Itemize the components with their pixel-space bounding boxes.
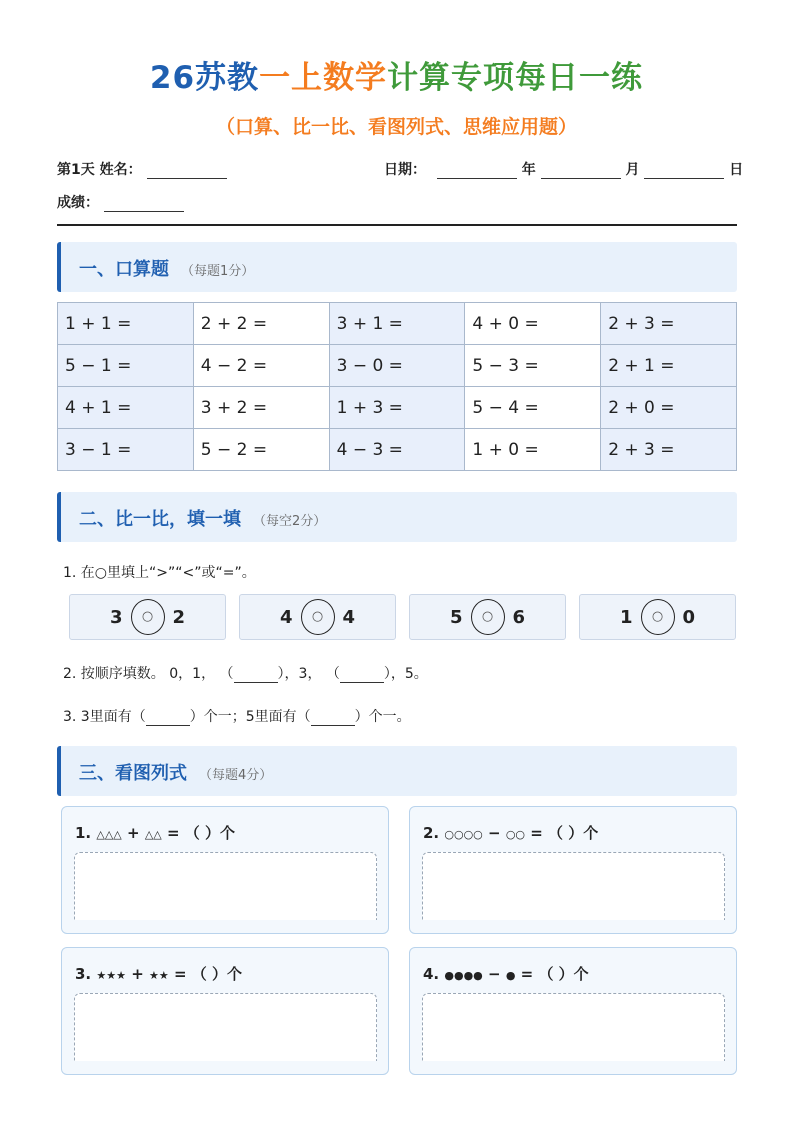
calc-cell[interactable]: 1 + 3 = <box>329 387 465 429</box>
q2-blank-2[interactable] <box>340 668 384 683</box>
picture-equation <box>423 822 598 843</box>
section-1-header <box>57 242 737 292</box>
q3-blank-2[interactable] <box>311 711 355 726</box>
equation-tail: = （ ）个 <box>530 824 599 842</box>
title-part-1: 26苏教 <box>149 60 260 96</box>
equation-tail: = （ ）个 <box>173 965 242 983</box>
score-blank[interactable] <box>104 197 184 212</box>
picture-equation-card <box>409 947 737 1075</box>
answer-box[interactable] <box>74 993 377 1061</box>
q2-suffix: ），5。 <box>383 666 428 682</box>
day-label: 日 <box>729 162 744 178</box>
month-blank[interactable] <box>541 164 621 179</box>
calc-cell[interactable]: 5 − 1 = <box>58 345 194 387</box>
day-blank[interactable] <box>644 164 724 179</box>
q3-blank-1[interactable] <box>146 711 190 726</box>
calc-cell[interactable]: 2 + 3 = <box>601 303 737 345</box>
calc-cell[interactable]: 5 − 3 = <box>465 345 601 387</box>
compare-box <box>239 594 396 640</box>
question-number: 1. <box>75 824 92 842</box>
table-row <box>58 387 737 429</box>
table-row <box>58 429 737 471</box>
question-number: 3. <box>75 965 92 983</box>
q3-suffix: ）个一。 <box>354 709 411 725</box>
symbol-group-1: ●●●● <box>444 969 483 982</box>
calc-cell[interactable]: 2 + 1 = <box>601 345 737 387</box>
question-number: 4. <box>423 965 440 983</box>
operator: + <box>131 965 144 983</box>
score-label: 成绩： <box>57 195 99 211</box>
compare-left-number: 4 <box>279 606 293 628</box>
symbol-group-2: ● <box>505 969 516 982</box>
compare-right-number: 6 <box>512 606 526 628</box>
compare-box <box>579 594 736 640</box>
operator: + <box>127 824 140 842</box>
compare-circle-blank[interactable]: ○ <box>131 599 165 635</box>
section-1-note: （每题1分） <box>181 264 255 279</box>
compare-circle-blank[interactable]: ○ <box>471 599 505 635</box>
compare-left-number: 3 <box>109 606 123 628</box>
picture-equation-card <box>61 806 389 934</box>
calc-cell[interactable]: 5 − 2 = <box>193 429 329 471</box>
worksheet-subtitle: （口算、比一比、看图列式、思维应用题） <box>215 116 577 138</box>
picture-equation <box>75 822 235 843</box>
section-3-note: （每题4分） <box>199 768 273 783</box>
compare-box <box>69 594 226 640</box>
symbol-group-2: ○○ <box>505 828 526 841</box>
table-row <box>58 303 737 345</box>
title-part-4: 计算专项每日一练 <box>387 60 644 96</box>
equation-tail: = （ ）个 <box>166 824 235 842</box>
compare-circle-blank[interactable]: ○ <box>641 599 675 635</box>
operator: − <box>488 965 501 983</box>
header-divider <box>57 224 737 226</box>
compare-box <box>409 594 566 640</box>
score-row <box>57 192 184 212</box>
q3-mid: ）个一；5里面有（ <box>189 709 311 725</box>
section-3-header <box>57 746 737 796</box>
question-2 <box>63 663 428 683</box>
compare-left-number: 1 <box>619 606 633 628</box>
compare-circle-blank[interactable]: ○ <box>301 599 335 635</box>
year-label: 年 <box>521 162 536 178</box>
calc-cell[interactable]: 3 + 1 = <box>329 303 465 345</box>
picture-equation-card <box>61 947 389 1075</box>
compare-right-number: 0 <box>682 606 696 628</box>
calc-cell[interactable]: 2 + 0 = <box>601 387 737 429</box>
picture-equation <box>423 963 589 984</box>
compare-right-number: 2 <box>172 606 186 628</box>
worksheet-title <box>0 52 793 97</box>
title-part-2: 一上 <box>259 60 324 96</box>
compare-left-number: 5 <box>449 606 463 628</box>
answer-box[interactable] <box>74 852 377 920</box>
picture-equation <box>75 963 242 984</box>
compare-right-number: 4 <box>342 606 356 628</box>
symbol-group-2: △△ <box>144 828 162 841</box>
date-row <box>384 159 743 179</box>
calc-cell[interactable]: 4 + 1 = <box>58 387 194 429</box>
calc-cell[interactable]: 3 + 2 = <box>193 387 329 429</box>
calc-cell[interactable]: 4 − 2 = <box>193 345 329 387</box>
calc-cell[interactable]: 3 − 1 = <box>58 429 194 471</box>
year-blank[interactable] <box>437 164 517 179</box>
name-blank[interactable] <box>147 164 227 179</box>
answer-box[interactable] <box>422 993 725 1061</box>
calc-cell[interactable]: 1 + 1 = <box>58 303 194 345</box>
day-name-label: 第1天 姓名： <box>57 162 142 178</box>
symbol-group-1: ★★★ <box>96 969 126 982</box>
title-part-3: 数学 <box>323 60 388 96</box>
question-1-prompt: 1. 在○里填上“>”“<”或“=”。 <box>63 565 256 581</box>
calc-cell[interactable]: 4 − 3 = <box>329 429 465 471</box>
calc-cell[interactable]: 1 + 0 = <box>465 429 601 471</box>
symbol-group-1: ○○○○ <box>444 828 483 841</box>
q2-blank-1[interactable] <box>234 668 278 683</box>
calc-cell[interactable]: 2 + 2 = <box>193 303 329 345</box>
section-3-title: 三、看图列式 <box>79 763 187 784</box>
section-2-header <box>57 492 737 542</box>
mental-math-table <box>57 302 737 471</box>
symbol-group-1: △△△ <box>96 828 122 841</box>
calc-cell[interactable]: 5 − 4 = <box>465 387 601 429</box>
question-3 <box>63 706 411 726</box>
name-row <box>57 159 227 179</box>
operator: − <box>488 824 501 842</box>
section-1-title: 一、口算题 <box>79 259 169 280</box>
question-number: 2. <box>423 824 440 842</box>
q2-mid: ），3， （ <box>277 666 340 682</box>
date-label: 日期： <box>384 162 426 178</box>
calc-cell[interactable]: 4 + 0 = <box>465 303 601 345</box>
table-row <box>58 345 737 387</box>
answer-box[interactable] <box>422 852 725 920</box>
equation-tail: = （ ）个 <box>520 965 589 983</box>
section-2-note: （每空2分） <box>253 514 327 529</box>
section-2-title: 二、比一比，填一填 <box>79 509 241 530</box>
month-label: 月 <box>625 162 640 178</box>
calc-cell[interactable]: 2 + 3 = <box>601 429 737 471</box>
symbol-group-2: ★★ <box>149 969 169 982</box>
calc-cell[interactable]: 3 − 0 = <box>329 345 465 387</box>
q2-prefix: 2. 按顺序填数。 0，1， （ <box>63 666 234 682</box>
picture-equation-card <box>409 806 737 934</box>
q3-prefix: 3. 3里面有（ <box>63 709 146 725</box>
